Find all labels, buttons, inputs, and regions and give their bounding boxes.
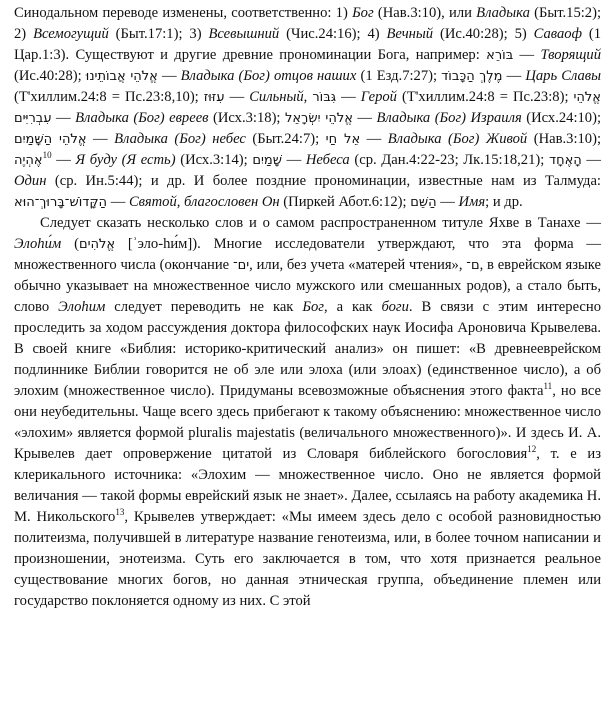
- text-run: (: [61, 236, 79, 252]
- text-run: (ср. Дан.4:22-23; Лк.15:18,21);: [349, 152, 549, 168]
- text-run: [ʾэло-hи́м]). Многие исследователи утверждают, что эта форма — множественного числа (окончание: [14, 236, 601, 273]
- text-run: ,: [303, 89, 313, 105]
- italic-term: Владыка (Бог) Израиля: [376, 110, 522, 126]
- text-run: , но все они неубедительны. Чаще всего здесь прибегают к такому объяснению: множественное число «элохим» является формой pluralis majestatis (величального множественного)». И здесь И. А. Крывелев дает опровержение цитатой из Словаря библейского богословия: [14, 383, 601, 462]
- text-run: , или, без учета «матерей чтения»,: [249, 257, 467, 273]
- footnote-ref: 12: [527, 444, 537, 454]
- text-run: . В связи с этим интересно проследить за ходом рассуждения доктора философских наук Иосифа Ароновича Крывелева. В своей книге «Библия: историко-критический анализ» он пишет: «В древнееврейском подлиннике Библии говорится не об эле или элоха (или элоах) (единственное число), а об элохим (множественное число). Придуманы всевозможные объяснения этого факта: [14, 299, 601, 399]
- text-run: —: [513, 47, 541, 63]
- footnote-ref: 10: [42, 150, 52, 160]
- text-run: —: [51, 152, 76, 168]
- text-run: следует переводить не как: [105, 299, 303, 315]
- text-run: —: [436, 194, 459, 210]
- hebrew-term: ם־: [466, 258, 480, 273]
- hebrew-term: עִזּוּז: [203, 90, 225, 105]
- text-run: (Чис.24:16); 4): [279, 26, 387, 42]
- italic-term: Небеса: [305, 152, 350, 168]
- text-run: (Т'хиллим.24:8 = Пс.23:8,10);: [14, 89, 204, 105]
- italic-term: Элоhим: [58, 299, 106, 315]
- text-run: , т. е из клерикального источника: «Элохим — множественное число. Оно не является формой величания — такой формы еврейский язык не знает». Далее, ссылаясь на работу академика Н. М. Никольского: [14, 446, 601, 525]
- italic-term: Элоhи́м: [14, 236, 62, 252]
- hebrew-term: מֶלֶךְ הַכָּבוֹד: [441, 69, 503, 84]
- hebrew-term: אֱלֹהֵי אֲבוֹתֵינוּ: [85, 69, 158, 84]
- text-run: (Т'хиллим.24:8 = Пс.23:8);: [396, 89, 574, 105]
- text-run: —: [51, 110, 76, 126]
- italic-term: Творящий: [540, 47, 602, 63]
- text-run: (Ис.40:28); 5): [433, 26, 534, 42]
- hebrew-term: אֱלֹהִים: [78, 237, 116, 252]
- italic-term: Я буду (Я есть): [75, 152, 176, 168]
- text-run: —: [224, 89, 250, 105]
- text-run: , в еврейском языке обычно указывает на множественное число мужского или смешанных родов), а стало быть, слово: [14, 257, 601, 315]
- text-run: , а как: [323, 299, 382, 315]
- italic-term: Владыка (Бог) Живой: [387, 131, 528, 147]
- hebrew-term: הַשֵּׁם: [410, 195, 437, 210]
- paragraph-elohim: [14, 213, 601, 612]
- text-run: —: [281, 152, 306, 168]
- text-run: —: [86, 131, 115, 147]
- italic-term: Владыка (Бог) отцов наших: [180, 68, 357, 84]
- italic-term: Всевышний: [208, 26, 280, 42]
- text-run: —: [502, 68, 526, 84]
- text-run: (Нав.3:10), или: [373, 5, 477, 21]
- text-run: (Исх.24:10);: [521, 110, 602, 126]
- hebrew-term: הָאֶחָד: [548, 153, 582, 168]
- hebrew-term: בּוֹרֵא: [486, 48, 514, 63]
- italic-term: Всемогущий: [33, 26, 109, 42]
- footnote-ref: 13: [115, 507, 125, 517]
- text-run: Следует сказать несколько слов и о самом распространенном титуле Яхве в Танахе —: [40, 215, 601, 231]
- italic-term: Сильный: [249, 89, 304, 105]
- italic-term: Святой, благословен Он: [128, 194, 280, 210]
- text-run: —: [157, 68, 181, 84]
- text-run: ; и др.: [485, 194, 523, 210]
- text-run: (ср. Ин.5:44); и др. И более поздние прономинации, известные нам из Талмуда:: [46, 173, 601, 189]
- text-run: (Исх.3:14);: [175, 152, 253, 168]
- text-run: (Ис.40:28);: [14, 68, 86, 84]
- text-run: (Быт.15:2); 2): [14, 5, 602, 42]
- italic-term: Вечный: [386, 26, 434, 42]
- text-run: (1 Цар.1:3). Существуют и другие древние прономинации Бога, например:: [14, 26, 602, 63]
- hebrew-term: אֱלֹהֵי עִבְרִיִּים: [14, 90, 601, 126]
- italic-term: Владыка (Бог) небес: [114, 131, 246, 147]
- text-run: —: [336, 89, 361, 105]
- text-run: —: [360, 131, 388, 147]
- italic-term: Саваоф: [533, 26, 582, 42]
- italic-term: Владыка: [476, 5, 530, 21]
- hebrew-term: אֵל חַי: [325, 132, 361, 147]
- paragraph-prononciations: [14, 3, 601, 213]
- hebrew-term: גִּבּוֹר: [312, 90, 337, 105]
- text-run: —: [581, 152, 602, 168]
- italic-term: Бог: [302, 299, 324, 315]
- text-run: (Быт.17:1); 3): [108, 26, 209, 42]
- text-run: (Пиркей Абот.6:12);: [279, 194, 411, 210]
- hebrew-term: אֱלֹהֵי הַשָּׁמַיִם: [14, 132, 87, 147]
- text-run: , Крывелев утверждает: «Мы имеем здесь дело с особой разновидностью политеизма, получившей в литературе название генотеизма, или, в более точном написании и произношении, энотеизма. Суть его заключается в том, что хотя признается реальное существование многих богов, но данная этническая группа, объединение племен или государство поклоняется одному из них. С этой: [14, 509, 602, 609]
- text-run: Синодальном переводе изменены, соответственно: 1): [14, 5, 353, 21]
- text-run: —: [107, 194, 129, 210]
- text-run: (1 Езд.7:27);: [356, 68, 442, 84]
- italic-term: Имя: [458, 194, 486, 210]
- hebrew-term: הַקָּדוֹשׁ־בָּרוּךְ־הוּא: [14, 195, 108, 210]
- italic-term: Герой: [360, 89, 397, 105]
- hebrew-term: ים־: [232, 258, 250, 273]
- hebrew-term: אֶהְיֶה: [14, 153, 43, 168]
- text-run: (Нав.3:10);: [527, 131, 602, 147]
- italic-term: Один: [14, 173, 47, 189]
- italic-term: Владыка (Бог) евреев: [75, 110, 209, 126]
- hebrew-term: שָׁמַיִם: [252, 153, 282, 168]
- text-run: (Быт.24:7);: [245, 131, 326, 147]
- italic-term: боги: [381, 299, 409, 315]
- text-run: —: [352, 110, 377, 126]
- hebrew-term: אֱלֹהֵי יִשְׂרָאֵל: [284, 111, 353, 126]
- text-run: (Исх.3:18);: [208, 110, 285, 126]
- italic-term: Бог: [352, 5, 374, 21]
- italic-term: Царь Славы: [525, 68, 602, 84]
- footnote-ref: 11: [543, 381, 553, 391]
